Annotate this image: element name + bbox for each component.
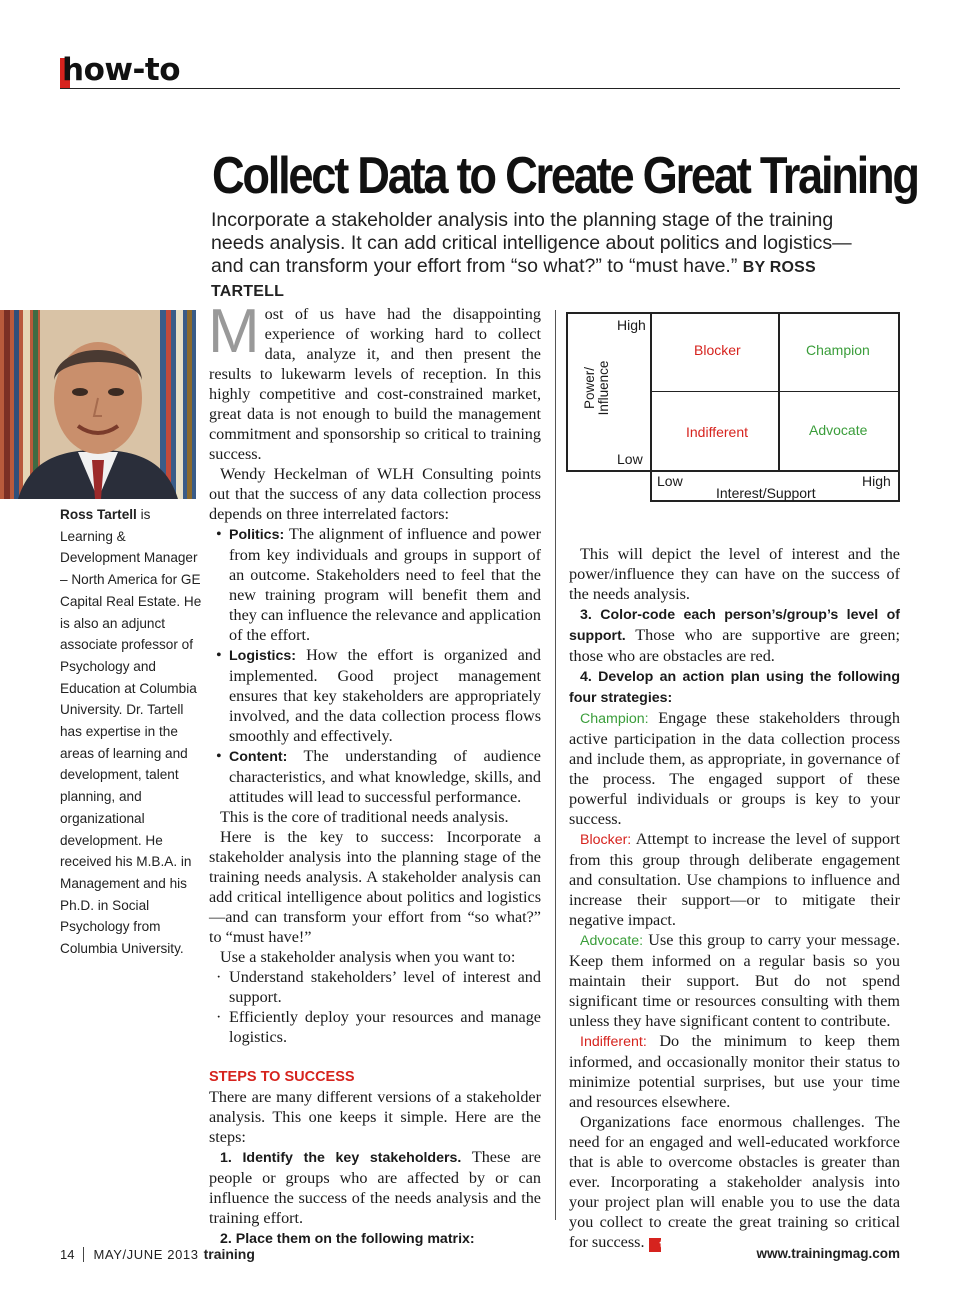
step-1: 1. Identify the key stakeholders. These are people or groups who are affected by or can influence the success of the needs analysis and the training effort.: [209, 1148, 541, 1227]
list-item: • Content: The understanding of audience characteristics, and what knowledge, skills, and attitudes will lead to successful performance.: [216, 747, 541, 806]
body-column-2: [569, 544, 900, 1252]
step-4: 4. Develop an action plan using the following four strategies:: [569, 669, 900, 706]
uses-intro: Use a stakeholder analysis when you want to:: [220, 948, 516, 966]
end-mark-icon: t: [649, 1238, 661, 1252]
article-title: Collect Data to Create Great Training: [212, 147, 918, 205]
uses-list: [209, 967, 541, 1047]
steps-intro: There are many different versions of a stakeholder analysis. This one keeps it simple. Here are the steps:: [209, 1088, 541, 1146]
intro-paragraph: [208, 297, 541, 464]
author-portrait-illustration: [0, 310, 196, 499]
section-label: how-to: [62, 52, 180, 88]
quadrant-advocate: Advocate: [809, 422, 868, 438]
step-2: 2. Place them on the following matrix:: [220, 1231, 475, 1247]
dek-text: Incorporate a stakeholder analysis into the planning stage of the training needs analysis. It can add critical intelligence about politics and logistics—and can transform your effort from “so what?” to “must have.”: [211, 209, 852, 277]
quadrant-champion: Champion: [806, 342, 870, 358]
strategy-indifferent: Indifferent: Do the minimum to keep them informed, and occasionally monitor their status to minimize potential surprises, but use your time and resources elsewhere.: [569, 1032, 900, 1111]
quadrant-indifferent: Indifferent: [686, 424, 749, 440]
page-number: 14: [60, 1247, 84, 1262]
closing-paragraph: Organizations face enormous challenges. The need for an engaged and well-educated workforce that is able to overcome obstacles is greater than ever. Incorporating a stakeholder analysis into your project plan will enable you to use the data you collect to create the great training so critical for success. t: [569, 1113, 900, 1251]
author-name: Ross Tartell: [60, 507, 137, 522]
column-divider: [555, 310, 556, 1220]
intro-text: ost of us have had the disappointing experience of working hard to collect data, analyze it, and then present the results to lukewarm levels of reception. In this highly competitive and cost-constrained market, great data is not enough to build the management commitment and sponsorship so critical to training success.: [209, 305, 541, 463]
article-dek: [211, 209, 871, 303]
matrix-explanation: This will depict the level of interest and the power/influence they can have on the success of the needs analysis.: [569, 545, 900, 603]
key-paragraph: Here is the key to success: Incorporate a stakeholder analysis into the planning stage of the training needs analysis. A stakeholder analysis can add critical intelligence about politics and logistics—and can transform your effort from “so what?” to “must have!”: [209, 828, 541, 946]
byline: BY ROSS TARTELL: [211, 259, 816, 300]
footer-url[interactable]: www.trainingmag.com: [756, 1246, 900, 1261]
y-axis-label: Power/ Influence: [582, 360, 611, 416]
step-3: 3. Color-code each person’s/group’s level of support. Those who are supportive are green; those who are obstacles are red.: [569, 607, 900, 665]
x-axis-low: Low: [657, 473, 683, 489]
author-photo: [0, 310, 196, 499]
x-axis-label: Interest/Support: [716, 485, 816, 501]
strategy-blocker: Blocker: Attempt to increase the level of support from this group through deliberate engagement and consultation. Use champions to influence and increase their support—or to mitigate their negative impact.: [569, 830, 900, 929]
issue-date: MAY/JUNE 2013: [93, 1247, 199, 1262]
header-rule: [60, 88, 900, 89]
list-item: · Efficiently deploy your resources and manage logistics.: [216, 1008, 541, 1046]
y-axis-low: Low: [617, 451, 643, 467]
quadrant-blocker: Blocker: [694, 342, 741, 358]
list-item: • Politics: The alignment of influence and power from key individuals and groups in support of an outcome. Stakeholders need to feel that the new training program will benefit them and they can influence the relevance and application of the effort.: [216, 525, 541, 644]
list-item: · Understand stakeholders’ level of interest and support.: [216, 968, 541, 1006]
matrix-center-line: [778, 312, 780, 472]
core-note: This is the core of traditional needs analysis.: [220, 808, 509, 826]
stakeholder-matrix: [566, 312, 900, 502]
factors-intro: Wendy Heckelman of WLH Consulting points out that the success of any data collection process depends on three interrelated factors:: [209, 465, 541, 523]
steps-heading: STEPS TO SUCCESS: [209, 1069, 355, 1085]
list-item: • Logistics: How the effort is organized and implemented. Good project management ensures that key stakeholders are appropriately involved, and the data collection process flows smoothly and effectively.: [216, 646, 541, 745]
body-column-1: [208, 297, 541, 1249]
magazine-name: training: [203, 1246, 255, 1262]
factors-list: [209, 524, 541, 807]
author-bio: [60, 504, 205, 960]
x-axis-high: High: [862, 473, 891, 489]
strategy-advocate: Advocate: Use this group to carry your message. Keep them informed on a regular basis so you maintain their support. But do not spend significant time or resources consulting with them unless they have significant content to contribute.: [569, 931, 900, 1030]
strategy-champion: Champion: Engage these stakeholders through active participation in the data collection process and include them, as appropriate, in governance of the process. The engaged support of these powerful individuals or groups is key to your success.: [569, 709, 900, 828]
drop-cap: M: [208, 297, 260, 366]
footer-folio: [60, 1246, 255, 1262]
y-axis-high: High: [617, 317, 646, 333]
bio-text: is Learning & Development Manager – North America for GE Capital Real Estate. He is also an adjunct associate professor of Psychology and Education at Columbia University. Dr. Tartell has expertise in the areas of learning and development, talent planning, and organizational development. He received his M.B.A. in Management and his Ph.D. in Social Psychology from Columbia University.: [60, 507, 202, 957]
